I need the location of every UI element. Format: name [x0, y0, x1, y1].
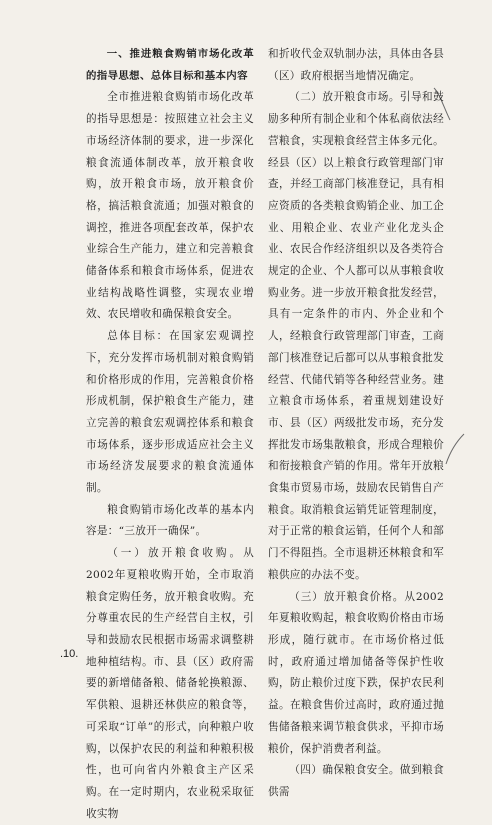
paragraph-guiding-ideology: 全市推进粮食购销市场化改革的指导思想是：按照建立社会主义市场经济体制的要求，进一步深化粮食流通体制改革，放开粮食收购，放开粮食市场，放开粮食价格，搞活粮食流通；加强对粮食的调控，推进各项配套改革，保护农业综合生产能力，建立和完善粮食储备体系和粮食市场体系，促进农业结构战略性调整，实现农业增效、农民增收和确保粮食安全。: [86, 91, 254, 321]
paragraph-open-purchase: （一）放开粮食收购。从2002年夏粮收购开始，全市取消粮食定购任务，放开粮食收购。充分尊重农民的生产经营自主权，引导和鼓励农民根据市场需求调整耕地种植结构。市、县（区）政府需要的新增储备粮、储备轮换粮源、军供粮、退耕还林供应的粮食等，可采取“订单”的形式，向种粮户收购，以保护农民的利益和种粮积极性，也可向省内外粮食主产区采购。在一定时期内，农业税采取征收实物: [86, 547, 254, 820]
section-heading: 一、推进粮食购销市场化改革的指导思想、总体目标和基本内容: [86, 48, 254, 82]
pen-mark-bottom-right: [440, 430, 470, 470]
right-column: [268, 44, 444, 804]
paragraph-basic-content: 粮食购销市场化改革的基本内容是：“三放开一确保”。: [86, 503, 254, 538]
page-number: .10.: [60, 648, 79, 660]
paragraph-open-market: （二）放开粮食市场。引导和鼓励多种所有制企业和个体私商依法经营粮食，实现粮食经营主体多元化。经县（区）以上粮食行政管理部门审查，并经工商部门核准登记，具有相应资质的各类粮食购销企业、加工企业、用粮企业、农业产业化龙头企业、农民合作经济组织以及各类符合规定的企业、个人都可以从事粮食收购业务。进一步放开粮食批发经营，具有一定条件的市内、外企业和个人，经粮食行政管理部门审查，工商部门核准登记后都可以从事粮食批发经营、代储代销等各种经营业务。建立粮食市场体系，着重规划建设好市、县（区）两级批发市场，充分发挥批发市场集散粮食，形成合理粮价和衔接粮食产销的作用。常年开放粮食集市贸易市场，鼓励农民销售自产粮食。取消粮食运销凭证管理制度，对于正常的粮食运销，任何个人和部门不得阻挡。全市退耕还林粮食和军粮供应的办法不变。: [268, 91, 444, 581]
paragraph-continuation: 和折收代金双轨制办法，具体由各县（区）政府根据当地情况确定。: [268, 48, 444, 82]
paragraph-food-security: （四）确保粮食安全。做到粮食供需: [268, 764, 444, 798]
paragraph-open-price: （三）放开粮食价格。从2002年夏粮收购起，粮食收购价格由市场形成，随行就市。在市场价格过低时，政府通过增加储备等保护性收购，防止粮价过度下跌，保护农民利益。在粮食售价过高时，政府通过抛售储备粮来调节粮食供求，平抑市场粮价，保护消费者利益。: [268, 590, 444, 755]
paragraph-overall-goal: 总体目标：在国家宏观调控下，充分发挥市场机制对粮食购销和价格形成的作用，完善粮食价格形成机制，保护粮食生产能力，建立完善的粮食宏观调控体系和粮食市场体系，逐步形成适应社会主义市场经济发展要求的粮食流通体制。: [86, 330, 254, 495]
left-column: [86, 44, 254, 825]
